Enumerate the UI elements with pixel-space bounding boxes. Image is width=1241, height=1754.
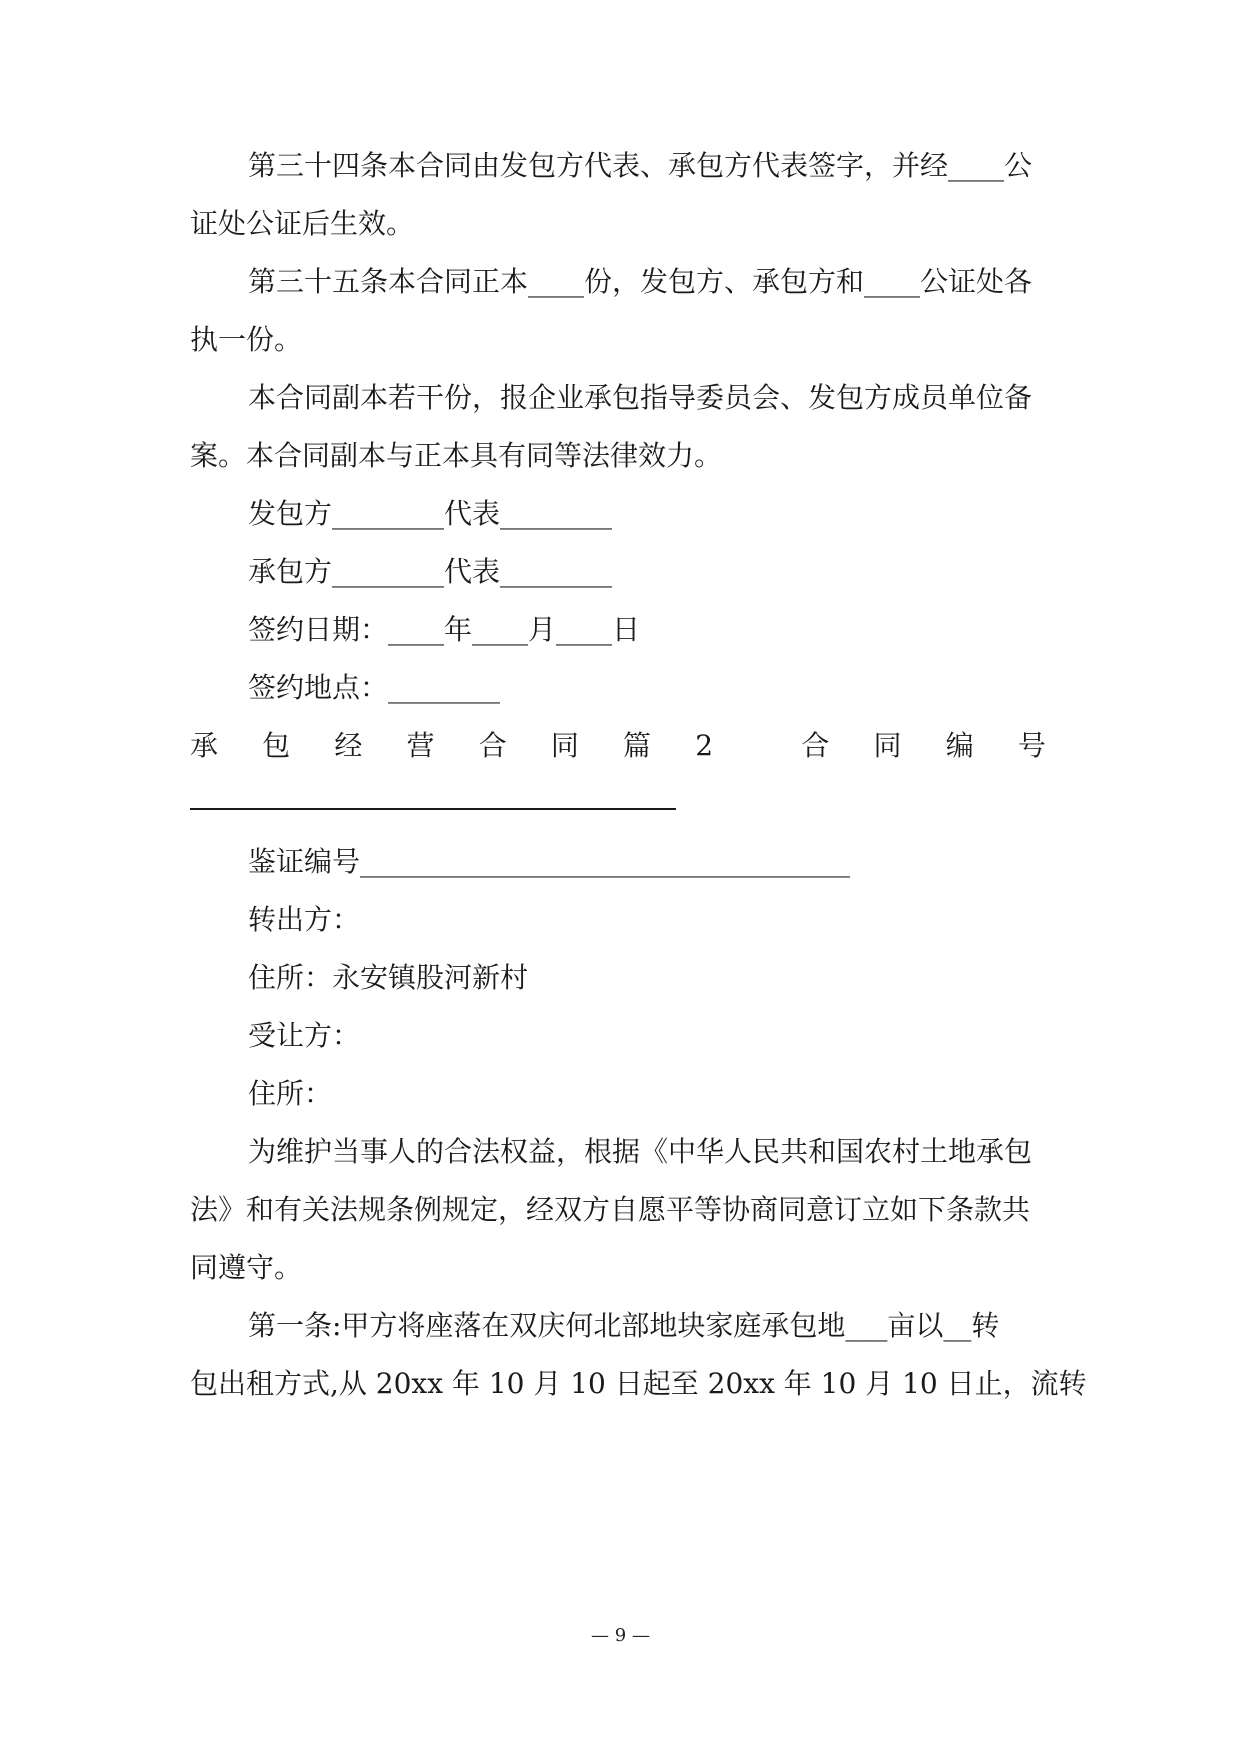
title-char: 承 bbox=[190, 729, 219, 762]
paragraph-line: 第一条:甲方将座落在双庆何北部地块家庭承包地___亩以__转 bbox=[248, 1309, 1000, 1342]
paragraph-line: 证处公证后生效。 bbox=[190, 207, 415, 240]
title-char: 同 bbox=[550, 729, 579, 762]
title-char: 2 bbox=[695, 729, 714, 762]
signature-line-issuer: 发包方________代表________ bbox=[248, 497, 613, 530]
transferee-address-line: 住所： bbox=[248, 1077, 333, 1110]
paragraph-line: 第三十四条本合同由发包方代表、承包方代表签字，并经____公 bbox=[248, 149, 1033, 182]
verification-number-line: 鉴证编号___________________________________ bbox=[248, 845, 851, 878]
page-number: — 9 — bbox=[591, 1625, 650, 1646]
transferee-line: 受让方： bbox=[248, 1019, 361, 1052]
title-char: 号 bbox=[1017, 729, 1046, 762]
title-char: 包 bbox=[262, 729, 291, 762]
paragraph-line: 包出租方式,从 20xx 年 10 月 10 日起至 20xx 年 10 月 10 日止，流转 bbox=[190, 1367, 1087, 1400]
title-char: 编 bbox=[945, 729, 974, 762]
title-char: 合 bbox=[801, 729, 830, 762]
paragraph-line: 第三十五条本合同正本____份，发包方、承包方和____公证处各 bbox=[248, 265, 1033, 298]
signature-line-contractor: 承包方________代表________ bbox=[248, 555, 613, 588]
title-char: 经 bbox=[334, 729, 363, 762]
transferor-line: 转出方： bbox=[248, 903, 361, 936]
paragraph-line: 为维护当事人的合法权益，根据《中华人民共和国农村土地承包 bbox=[248, 1135, 1033, 1168]
contract-number-blank bbox=[190, 808, 676, 810]
paragraph-line: 案。本合同副本与正本具有同等法律效力。 bbox=[190, 439, 723, 472]
section-title-row bbox=[190, 726, 1046, 766]
signing-place-line: 签约地点：________ bbox=[248, 671, 501, 704]
paragraph-line: 执一份。 bbox=[190, 323, 303, 356]
title-char: 营 bbox=[406, 729, 435, 762]
transferor-address-line: 住所：永安镇股河新村 bbox=[248, 961, 529, 994]
signing-date-line: 签约日期：____年____月____日 bbox=[248, 613, 641, 646]
paragraph-line: 本合同副本若干份，报企业承包指导委员会、发包方成员单位备 bbox=[248, 381, 1033, 414]
title-char: 同 bbox=[873, 729, 902, 762]
paragraph-line: 同遵守。 bbox=[190, 1251, 303, 1284]
title-char: 合 bbox=[478, 729, 507, 762]
title-char: 篇 bbox=[623, 729, 652, 762]
paragraph-line: 法》和有关法规条例规定，经双方自愿平等协商同意订立如下条款共 bbox=[190, 1193, 1031, 1226]
